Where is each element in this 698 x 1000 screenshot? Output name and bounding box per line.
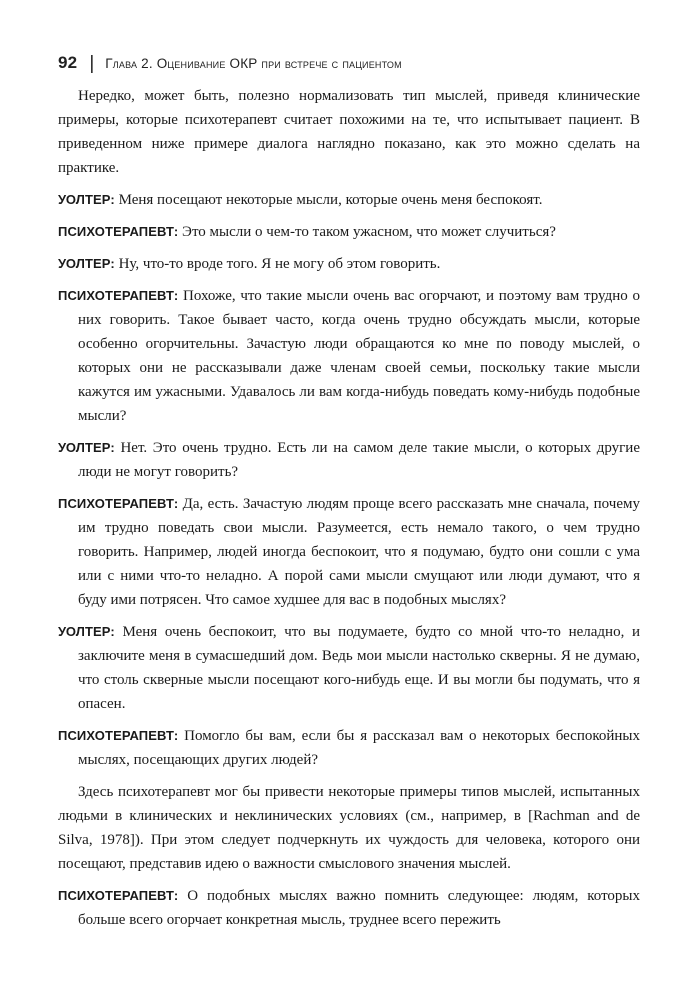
dialogue-line (58, 188, 640, 212)
dialogue-text: Нет. Это очень трудно. Есть ли на самом деле такие мысли, о которых другие люди не могут говорить? (78, 440, 640, 480)
dialogue-text: Ну, что-то вроде того. Я не могу об этом говорить. (114, 256, 441, 272)
dialogue-text: Да, есть. Зачастую людям проще всего рассказать мне сначала, почему им трудно поведать свои мысли. Разумеется, есть немало такого, о чем трудно говорить. Например, людей иногда беспокоит, что я подумаю, будто они сошли с ума или с ними что-то неладно. А порой сами мысли смущают или люди думают, что я буду ими потрясен. Что самое худшее для вас в подобных мыслях? (78, 496, 640, 608)
dialogue-line (58, 252, 640, 276)
speaker-label: УОЛТЕР: (58, 256, 115, 271)
chapter-title: Глава 2. Оценивание ОКР при встрече с пациентом (105, 56, 402, 71)
dialogue-line (58, 284, 640, 428)
header-separator: | (89, 53, 95, 74)
dialogue-line (58, 724, 640, 772)
book-page (58, 52, 640, 932)
dialogue-line (58, 620, 640, 716)
speaker-label: ПСИХОТЕРАПЕВТ: (58, 224, 179, 239)
dialogue-line (58, 492, 640, 612)
dialogue-text: О подобных мыслях важно помнить следующее: людям, которых больше всего огорчает конкретная мысль, труднее всего пережить (78, 888, 640, 928)
running-header (58, 52, 640, 78)
intro-paragraph: Нередко, может быть, полезно нормализовать тип мыслей, приведя клинические примеры, которые психотерапевт считает похожими на те, что испытывает пациент. В приведенном ниже примере диалога наглядно показано, как это можно сделать на практике. (58, 88, 640, 176)
dialogue-text: Похоже, что такие мысли очень вас огорчают, и поэтому вам трудно о них говорить. Такое бывает часто, когда очень трудно обсуждать мысли, которые особенно огорчительны. Зачастую люди обращаются ко мне по поводу мыслей, о которых они не рассказывали даже членам своей семьи, поскольку такие мысли кажутся им ужасными. Удавалось ли вам когда-нибудь поведать кому-нибудь подобные мысли? (78, 288, 640, 424)
speaker-label: УОЛТЕР: (58, 624, 115, 639)
speaker-label: УОЛТЕР: (58, 192, 115, 207)
speaker-label: ПСИХОТЕРАПЕВТ: (58, 288, 179, 303)
dialogue-line (58, 436, 640, 484)
dialogue-text: Меня посещают некоторые мысли, которые очень меня беспокоят. (114, 192, 543, 208)
speaker-label: ПСИХОТЕРАПЕВТ: (58, 496, 179, 511)
speaker-label: ПСИХОТЕРАПЕВТ: (58, 888, 179, 903)
speaker-label: ПСИХОТЕРАПЕВТ: (58, 728, 179, 743)
page-number: 92 (58, 53, 78, 72)
speaker-label: УОЛТЕР: (58, 440, 115, 455)
dialogue-text: Помогло бы вам, если бы я рассказал вам о некоторых беспокойных мыслях, посещающих других людей? (78, 728, 640, 768)
dialogue-line (58, 220, 640, 244)
dialogue-text: Меня очень беспокоит, что вы подумаете, будто со мной что-то неладно, и заключите меня в сумасшедший дом. Ведь мои мысли настолько скверны. Я не думаю, что столь скверные мысли посещают кого-нибудь еще. И вы могли бы подумать, что я опасен. (78, 624, 640, 712)
dialogue-text: Это мысли о чем-то таком ужасном, что может случиться? (178, 224, 556, 240)
dialogue-line (58, 884, 640, 932)
commentary-paragraph: Здесь психотерапевт мог бы привести некоторые примеры типов мыслей, испытанных людьми в клинических и неклинических условиях (см., например, в [Rachman and de Silva, 1978]). При этом следует подчеркнуть их чуждость для человека, которого они посещают, представив идею о важности смыслового значения мыслей. (58, 784, 640, 872)
